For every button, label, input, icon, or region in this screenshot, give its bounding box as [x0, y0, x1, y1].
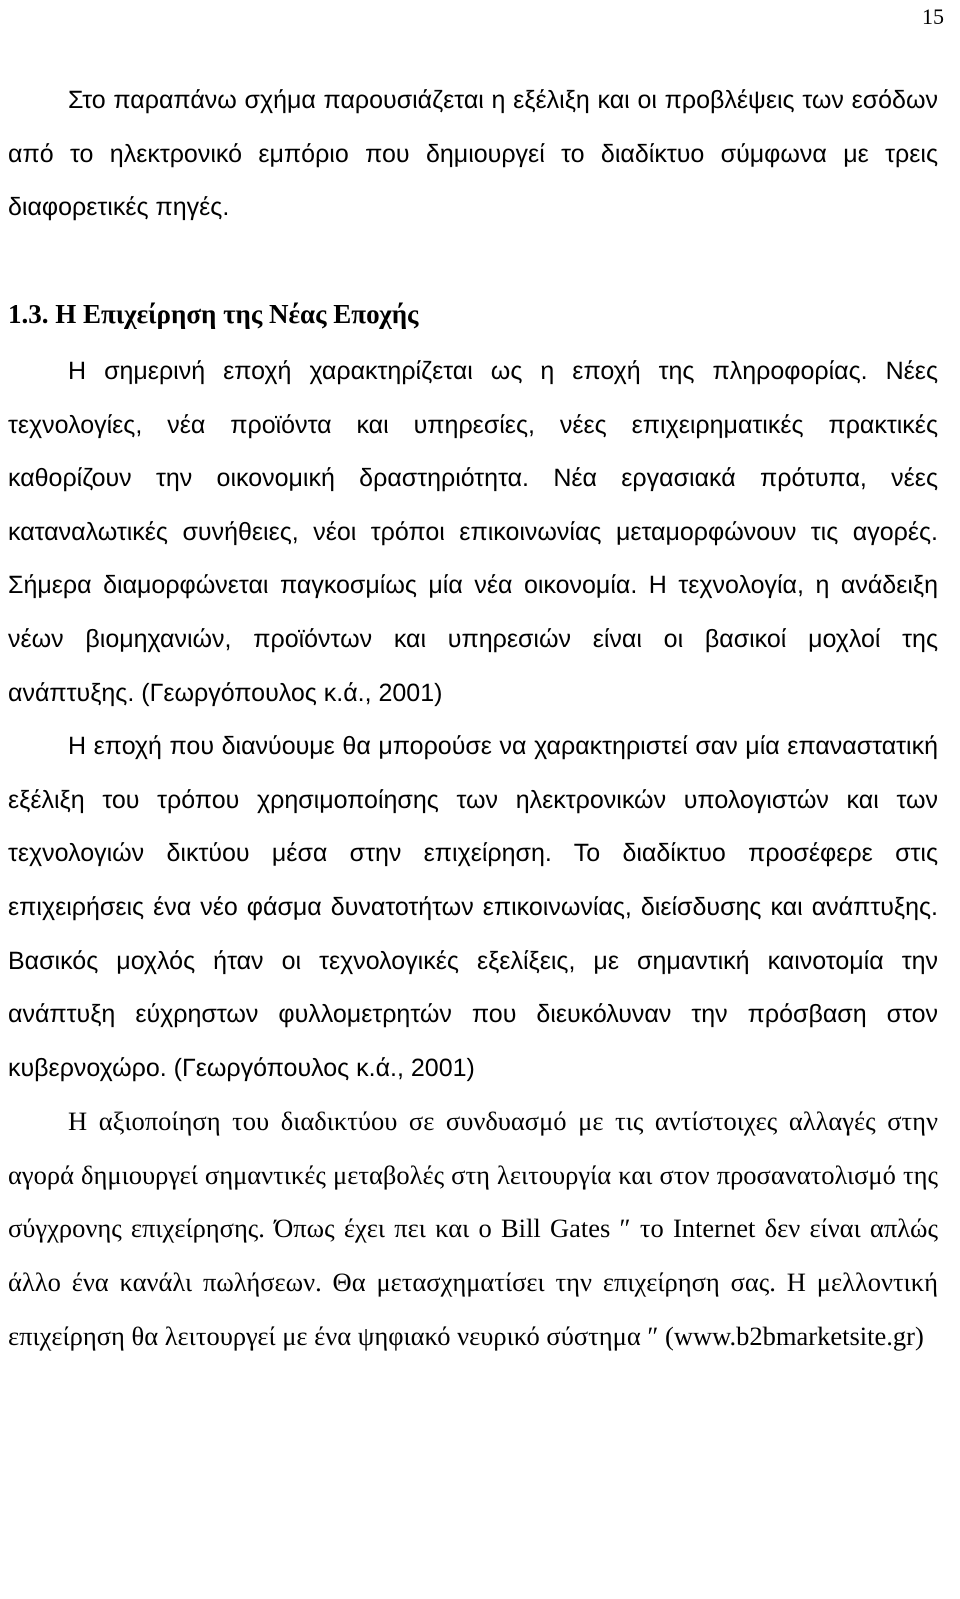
section-heading: 1.3. Η Επιχείρηση της Νέας Εποχής — [8, 299, 419, 330]
paragraph-information-age: Η σημερινή εποχή χαρακτηρίζεται ως η εποχή της πληροφορίας. Νέες τεχνολογίες, νέα προϊόντα και υπηρεσίες, νέες επιχειρηματικές πρακτικές καθορίζουν την οικονομική δραστηριότητα. Νέα εργασιακά πρότυπα, νέες καταναλωτικές συνήθειες, νέοι τρόποι επικοινωνίας μεταμορφώνουν τις αγορές. Σήμερα διαμορφώνεται παγκοσμίως μία νέα οικονομία. Η τεχνολογία, η ανάδειξη νέων βιομηχανιών, προϊόντων και υπηρεσιών είναι οι βασικοί μοχλοί της ανάπτυξης. (Γεωργόπουλος κ.ά., 2001) — [8, 356, 938, 707]
intro-paragraph: Στο παραπάνω σχήμα παρουσιάζεται η εξέλιξη και οι προβλέψεις των εσόδων από το ηλεκτρονικό εμπόριο που δημιουργεί το διαδίκτυο σύμφωνα με τρεις διαφορετικές πηγές. — [8, 86, 938, 222]
document-body — [8, 74, 938, 1363]
paragraph-revolutionary-evolution: Η εποχή που διανύουμε θα μπορούσε να χαρακτηριστεί σαν μία επαναστατική εξέλιξη του τρόπου χρησιμοποίησης των ηλεκτρονικών υπολογιστών και των τεχνολογιών δικτύου μέσα στην επιχείρηση. Το διαδίκτυο προσέφερε στις επιχειρήσεις ένα νέο φάσμα δυνατοτήτων επικοινωνίας, διείσδυσης και ανάπτυξης. Βασικός μοχλός ήταν οι τεχνολογικές εξελίξεις, με σημαντική καινοτομία την ανάπτυξη εύχρηστων φυλλομετρητών που διευκόλυναν την πρόσβαση στον κυβερνοχώρο. (Γεωργόπουλος κ.ά., 2001) — [8, 732, 938, 1082]
paragraph-internet-business: Η αξιοποίηση του διαδικτύου σε συνδυασμό με τις αντίστοιχες αλλαγές στην αγορά δημιουργεί σημαντικές μεταβολές στη λειτουργία και στον προσανατολισμό της σύγχρονης επιχείρησης. Όπως έχει πει και ο Bill Gates ″ το Internet δεν είναι απλώς άλλο ένα κανάλι πωλήσεων. Θα μετασχηματίσει την επιχείρηση σας. Η μελλοντική επιχείρηση θα λειτουργεί με ένα ψηφιακό νευρικό σύστημα ″ (www.b2bmarketsite.gr) — [8, 1106, 938, 1351]
page-number: 15 — [922, 4, 944, 29]
paragraph-spacer — [8, 235, 938, 289]
